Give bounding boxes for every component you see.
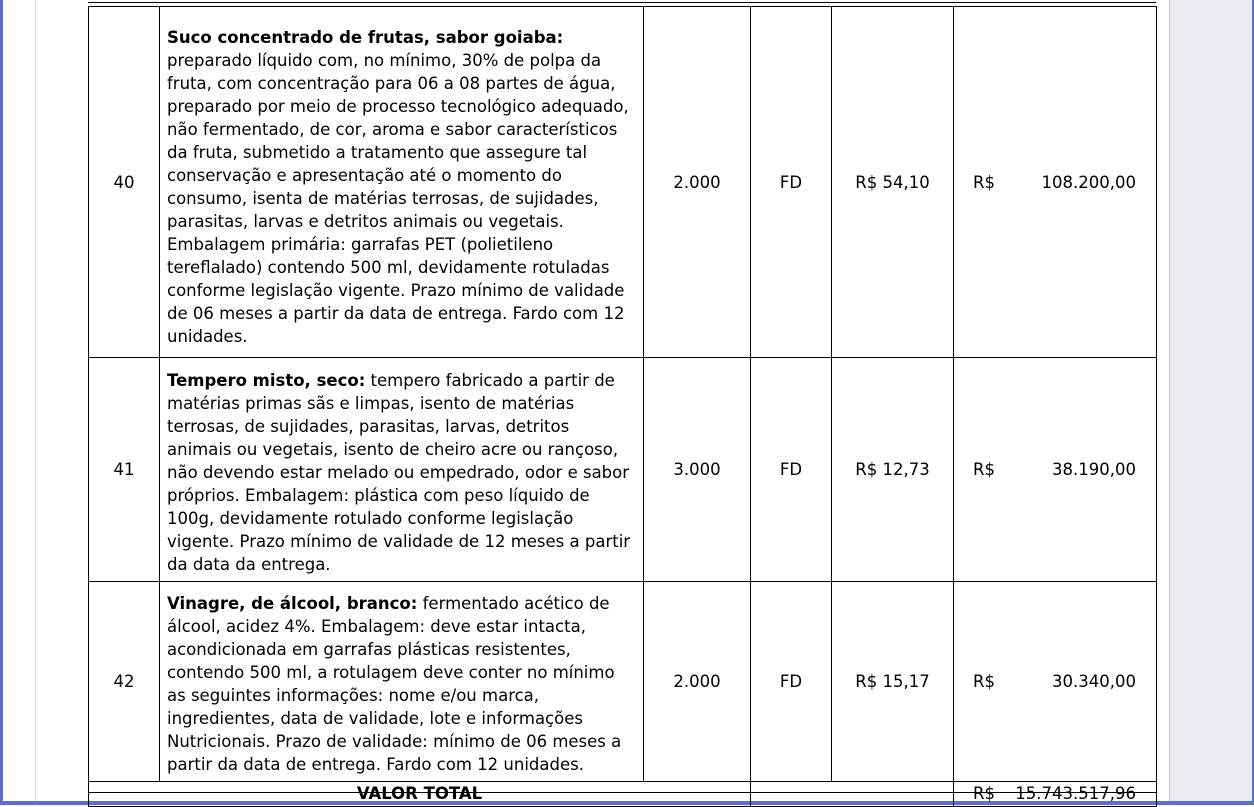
item-total [954, 7, 1157, 358]
item-number: 41 [89, 358, 160, 582]
grand-total-spacer [751, 782, 954, 807]
item-title: Vinagre, de álcool, branco: [167, 594, 418, 613]
item-unit: FD [751, 582, 832, 782]
item-unit-price: R$ 15,17 [832, 582, 954, 782]
items-table [88, 6, 1157, 807]
item-unit: FD [751, 358, 832, 582]
item-title: Suco concentrado de frutas, sabor goiaba: [167, 28, 564, 47]
item-quantity: 3.000 [644, 358, 751, 582]
item-unit: FD [751, 7, 832, 358]
grand-total-row [89, 782, 1157, 807]
item-unit-price: R$ 12,73 [832, 358, 954, 582]
item-description [160, 582, 644, 782]
item-total [954, 358, 1157, 582]
table-row [89, 358, 1157, 582]
item-quantity: 2.000 [644, 582, 751, 782]
grand-total-label: VALOR TOTAL [89, 782, 751, 807]
item-description-text: tempero fabricado a partir de matérias primas sãs e limpas, isento de matérias terrosas, de sujidades, parasitas, larvas, detritos animais ou vegetais, isento de cheiro acre ou rançoso, não devendo estar melado ou empedrado, odor e sabor próprios. Embalagem: plástica com peso líquido de 100g, devidamente rotulado conforme legislação vigente. Prazo mínimo de validade de 12 meses a partir da data da entrega. [167, 371, 631, 574]
item-total-currency: R$ [973, 172, 995, 192]
item-total-currency: R$ [973, 460, 995, 479]
item-description [160, 7, 644, 358]
grand-total-currency: R$ [973, 784, 995, 803]
table-row [89, 7, 1157, 358]
item-number: 40 [89, 7, 160, 358]
item-quantity: 2.000 [644, 7, 751, 358]
item-total-currency: R$ [973, 672, 995, 691]
table-top-edge [88, 2, 1156, 3]
item-total-amount: 38.190,00 [1052, 460, 1136, 479]
grand-total [954, 782, 1157, 807]
item-description [160, 358, 644, 582]
item-total-amount: 30.340,00 [1052, 672, 1136, 691]
item-total [954, 582, 1157, 782]
left-page-margin [3, 0, 36, 801]
table-row [89, 582, 1157, 782]
item-description-text: preparado líquido com, no mínimo, 30% de polpa da fruta, com concentração para 06 a 08 partes de água, preparado por meio de processo tecnológico adequado, não fermentado, de cor, aroma e sabor característicos da fruta, submetido a tratamento que assegure tal conservação e apresentação até o momento do consumo, isenta de matérias terrosas, de sujidades, parasitas, larvas e detritos animais ou vegetais. Embalagem primária: garrafas PET (polietileno tereflalado) contendo 500 ml, devidamente rotuladas conforme legislação vigente. Prazo mínimo de validade de 06 meses a partir da data de entrega. Fardo com 12 unidades. [167, 51, 629, 346]
item-unit-price: R$ 54,10 [832, 7, 954, 358]
table-bottom-edge [88, 792, 1156, 793]
grand-total-amount: 15.743.517,96 [1015, 784, 1136, 803]
item-description-text: fermentado acético de álcool, acidez 4%. Embalagem: deve estar intacta, acondicionada em garrafas plásticas resistentes, contendo 500 ml, a rotulagem deve conter no mínimo as seguintes informações: nome e/ou marca, ingredientes, data de validade, lote e informações Nutricionais. Prazo de validade: mínimo de 06 meses a partir da data de entrega. Fardo com 12 unidades. [167, 594, 622, 774]
item-title: Tempero misto, seco: [167, 371, 366, 390]
right-page-margin [1169, 0, 1252, 801]
item-number: 42 [89, 582, 160, 782]
item-total-amount: 108.200,00 [1041, 172, 1136, 192]
